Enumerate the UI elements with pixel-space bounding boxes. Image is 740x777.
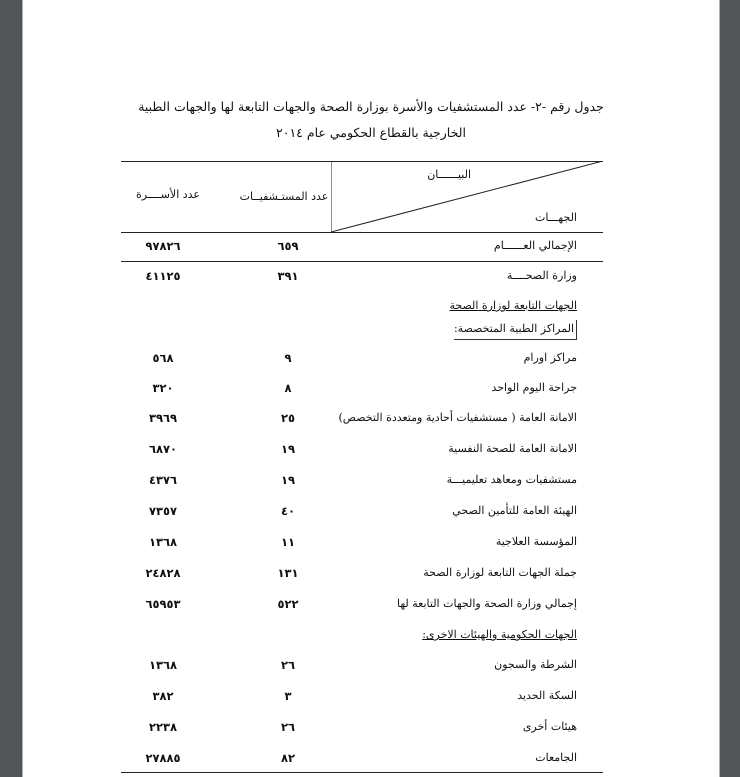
row-hospitals: ١٩ [280,473,296,487]
row-beds: ٣٩٦٩ [148,411,178,425]
row-hospitals: ٩ [284,351,292,365]
table-row [23,748,719,770]
row-hospitals: ٦٥٩ [277,239,299,253]
table-row [23,532,719,554]
row-label: الشرطة والسجون [494,658,577,671]
row-label: مراكز اورام [523,351,577,364]
row-beds: ١٣٦٨ [148,535,178,549]
table-row [23,501,719,523]
row-hospitals: ٥٢٢ [277,597,299,611]
table-row [23,408,719,430]
row-beds: ٣٢٠ [152,381,174,395]
row-label: الإجمالي العــــــام [493,239,577,252]
row-label: الجهات التابعة لوزارة الصحة [449,299,577,312]
viewer-frame-right [718,0,740,777]
header-bottom-rule [121,232,603,233]
table-row [23,717,719,739]
table-row [23,470,719,492]
row-beds: ٧٣٥٧ [148,504,178,518]
row-beds: ٢٢٣٨ [148,720,178,734]
table-row [23,236,719,258]
row-hospitals: ٨ [284,381,292,395]
row-beds: ٢٤٨٢٨ [145,566,181,580]
row-label: المؤسسة العلاجية [495,535,577,548]
row-beds: ٢٧٨٨٥ [145,751,181,765]
row-label: وزارة الصحــــة [506,269,577,282]
row-label: جملة الجهات التابعة لوزارة الصحة [423,566,577,579]
table-row [23,686,719,708]
header-entities: الجهـــات [535,211,577,224]
row-hospitals: ٨٢ [280,751,296,765]
table-title-line-1: جدول رقم -٢- عدد المستشفيات والأسرة بوزارة الصحة والجهات التابعة لها والجهات الطبية [138,99,604,114]
table-row [23,378,719,400]
row-beds: ٤٣٧٦ [148,473,178,487]
table-title-line-2: الخارجية بالقطاع الحكومي عام ٢٠١٤ [276,125,466,140]
document-page [22,0,720,777]
header-hospitals: عدد المستـشفيــات [239,190,329,203]
row-beds: ٤١١٢٥ [145,269,181,283]
row-label: الامانة العامة ( مستشفيات أحادية ومتعددة التخصص) [338,411,577,424]
row-hospitals: ٣ [284,689,292,703]
row-hospitals: ١١ [280,535,296,549]
row-label: المراكز الطبية المتخصصة: [454,320,577,340]
row-beds: ١٣٦٨ [148,658,178,672]
table-row [23,594,719,616]
row-label: جراحة اليوم الواحد [491,381,577,394]
table-row [23,296,719,318]
row-label: الجهات الحكومية والهيئات الاخرى: [422,628,577,641]
row-label: إجمالي وزارة الصحة والجهات التابعة لها [397,597,577,610]
row-label: مستشفيات ومعاهد تعليميـــة [446,473,577,486]
total-row-rule [121,261,603,262]
row-hospitals: ١٩ [280,442,296,456]
row-beds: ٦٨٧٠ [148,442,178,456]
table-row [23,439,719,461]
table-row [23,625,719,647]
row-beds: ٩٧٨٢٦ [145,239,181,253]
row-hospitals: ١٣١ [277,566,299,580]
row-hospitals: ٢٥ [280,411,296,425]
row-hospitals: ٣٩١ [277,269,299,283]
table-row [23,563,719,585]
table-row [23,655,719,677]
row-label: هيئات أخرى [522,720,577,733]
table-bottom-rule [121,772,603,773]
table-row [23,266,719,288]
row-label: السكة الحديد [517,689,577,702]
table-row [23,348,719,370]
row-label: الجامعات [535,751,577,764]
row-beds: ٥٦٨ [152,351,174,365]
row-beds: ٦٥٩٥٣ [145,597,181,611]
header-beds: عدد الأســــرة [135,188,200,201]
viewer-frame-left [0,0,22,777]
header-statement: البيــــــان [427,168,471,181]
row-hospitals: ٤٠ [280,504,296,518]
table-row [23,320,719,342]
row-label: الهيئة العامة للتأمين الصحي [452,504,577,517]
row-label: الامانة العامة للصحة النفسية [448,442,577,455]
row-hospitals: ٢٦ [280,720,296,734]
row-hospitals: ٢٦ [280,658,296,672]
row-beds: ٣٨٢ [152,689,174,703]
